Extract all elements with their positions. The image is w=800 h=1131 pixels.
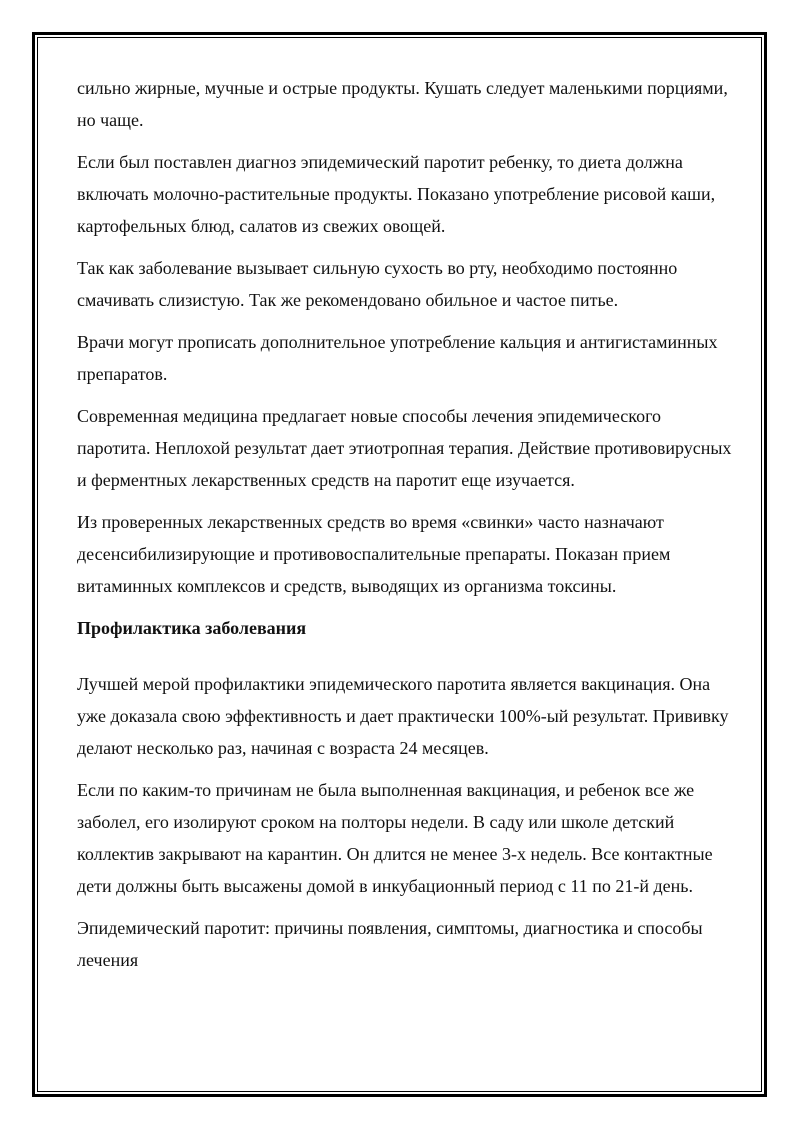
paragraph-quarantine: Если по каким-то причинам не была выполненная вакцинация, и ребенок все же заболел, его изолируют сроком на полторы недели. В саду или школе детский коллектив закрывают на карантин. Он длится не менее 3-х недель. Все контактные дети должны быть высажены домой в инкубационный период с 11 по 21-й день.	[77, 780, 713, 896]
paragraph-calcium: Врачи могут прописать дополнительное употребление кальция и антигистаминных препаратов.	[77, 332, 718, 384]
section-heading-prevention: Профилактика заболевания	[77, 618, 307, 638]
paragraph-proven-drugs: Из проверенных лекарственных средств во время «свинки» часто назначают десенсибилизирующие и противовоспалительные препараты. Показан прием витаминных комплексов и средств, выводящих из организма токсины.	[77, 512, 671, 596]
paragraph-article-title: Эпидемический паротит: причины появления, симптомы, диагностика и способы лечения	[77, 918, 703, 970]
paragraph-dry-mouth: Так как заболевание вызывает сильную сухость во рту, необходимо постоянно смачивать слизистую. Так же рекомендовано обильное и частое питье.	[77, 258, 678, 310]
document-body	[77, 72, 737, 986]
paragraph-diet-end: сильно жирные, мучные и острые продукты. Кушать следует маленькими порциями, но чаще.	[77, 78, 728, 130]
paragraph-diet-children: Если был поставлен диагноз эпидемический паротит ребенку, то диета должна включать молочно-растительные продукты. Показано употребление рисовой каши, картофельных блюд, салатов из свежих овощей.	[77, 152, 716, 236]
paragraph-vaccination: Лучшей мерой профилактики эпидемического паротита является вакцинация. Она уже доказала свою эффективность и дает практически 100%-ый результат. Прививку делают несколько раз, начиная с возраста 24 месяцев.	[77, 674, 729, 758]
paragraph-modern-treatment: Современная медицина предлагает новые способы лечения эпидемического паротита. Неплохой результат дает этиотропная терапия. Действие противовирусных и ферментных лекарственных средств на паротит еще изучается.	[77, 406, 732, 490]
